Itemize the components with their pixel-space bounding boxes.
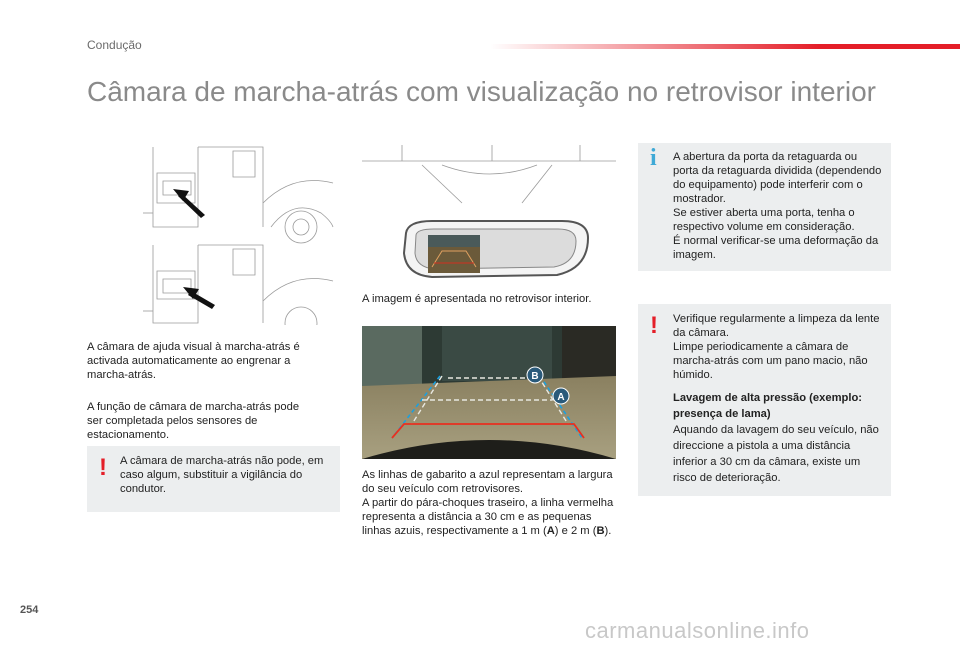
info-para3: É normal verificar-se uma deformação da imagem. [673,235,879,261]
warn-bold-heading: Lavagem de alta pressão (exemplo: presença de lama) [673,392,863,420]
camera-view-illustration [362,326,616,459]
section-label: Condução [87,38,142,52]
warn-para3: Aquando da lavagem do seu veículo, não direccione a pistola a uma distância inferior a 30 cm da câmara, existe um risco de deterioração. [673,424,879,484]
warning-icon: ! [650,312,658,339]
watermark: carmanualsonline.info [585,618,810,643]
camera-view-image [362,326,616,459]
info-text [673,150,883,262]
driver-warning-box [87,446,340,512]
mirror-figure [362,143,616,288]
mirror-caption: A imagem é apresentada no retrovisor interior. [362,293,592,305]
header-accent-bar [490,44,960,49]
intro-paragraph: A câmara de ajuda visual à marcha-atrás é activada automaticamente ao engrenar a marcha-atrás. [87,341,300,381]
warn-para2: Limpe periodicamente a câmara de marcha-atrás com um pano macio, não húmido. [673,341,868,381]
cleaning-warning-text [673,312,883,486]
driver-warning-text: A câmara de marcha-atrás não pode, em caso algum, substituir a vigilância do condutor. [120,455,324,495]
info-para2: Se estiver aberta uma porta, tenha o respectivo volume em consideração. [673,207,855,233]
vehicle-rear-illustration [143,143,339,325]
label-b: B [531,371,539,382]
guide-lines-para1: As linhas de gabarito a azul representam a largura do seu veículo com retrovisores. [362,469,613,495]
warn-para1: Verifique regularmente a limpeza da lente da câmara. [673,313,880,339]
label-a: A [557,392,565,403]
guide-lines-text [362,468,614,538]
page-title: Câmara de marcha-atrás com visualização no retrovisor interior [87,76,876,107]
info-icon: i [650,145,657,171]
sensors-paragraph: A função de câmara de marcha-atrás pode ser completada pelos sensores de estacionamento. [87,401,300,441]
guide-lines-para2: A partir do pára-choques traseiro, a linha vermelha representa a distância a 30 cm e as pequenas linhas azuis, respectivamente a 1 m (A) e 2 m (B). [362,497,614,537]
page-number: 254 [20,604,39,616]
vehicle-rear-figure [143,143,339,325]
info-para1: A abertura da porta da retaguarda ou porta da retaguarda dividida (dependendo do equipamento) pode interferir com o mostrador. [673,151,882,205]
warning-icon: ! [99,454,107,481]
mirror-illustration [362,143,616,288]
info-box [638,143,891,271]
cleaning-warning-box [638,304,891,496]
